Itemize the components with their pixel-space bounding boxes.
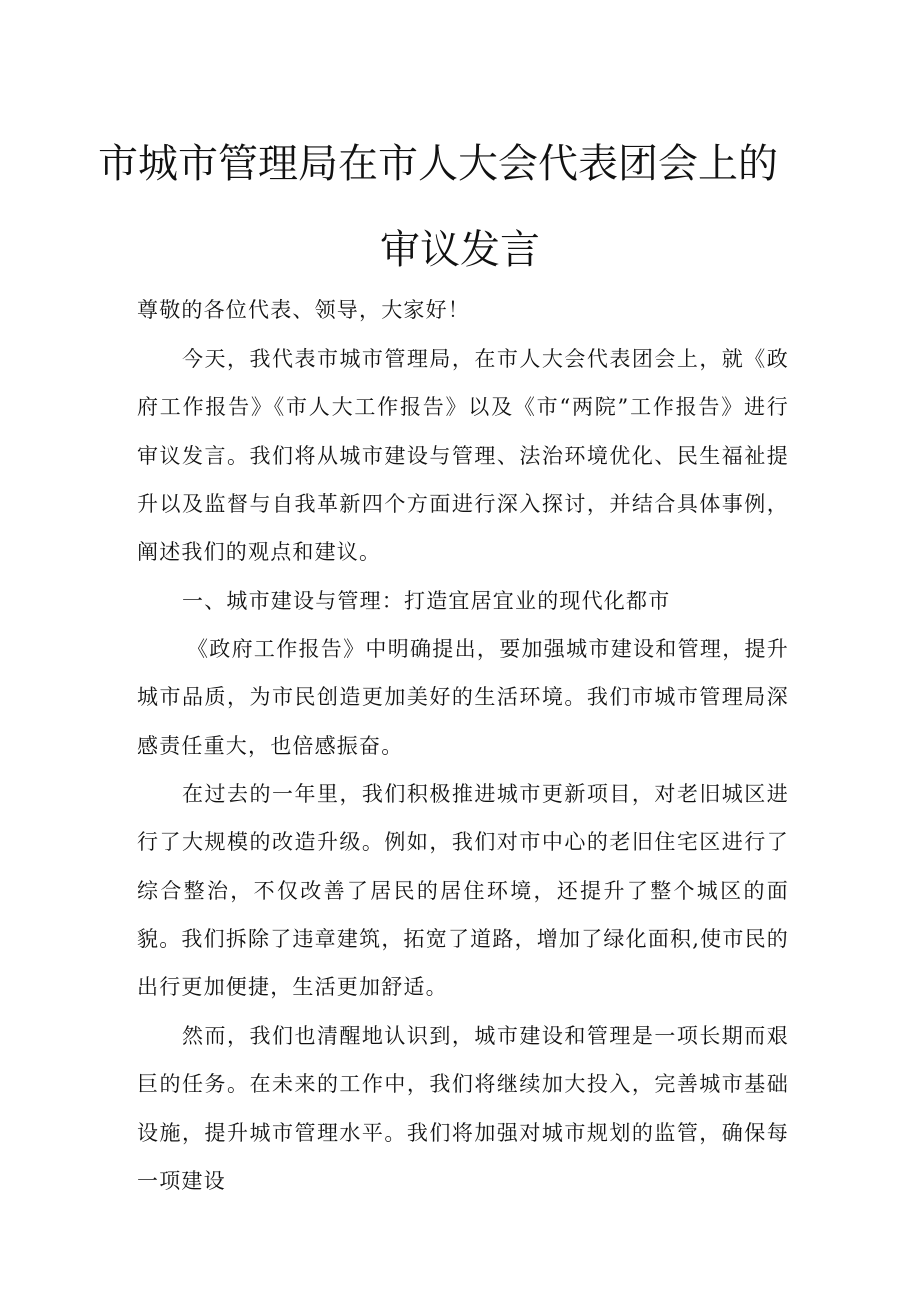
section-heading-1: 一、城市建设与管理：打造宜居宜业的现代化都市	[182, 589, 671, 613]
paragraph-report-quote: 《政府工作报告》中明确提出，要加强城市建设和管理，提升城市品质，为市民创造更加美好的生活环境。我们市城市管理局深感责任重大，也倍感振奋。	[137, 637, 789, 758]
paragraph-future-work: 然而，我们也清醒地认识到，城市建设和管理是一项长期而艰巨的任务。在未来的工作中，我们将继续加大投入，完善城市基础设施，提升城市管理水平。我们将加强对城市规划的监管，确保每一项建设	[137, 1024, 789, 1193]
paragraph-past-year: 在过去的一年里，我们积极推进城市更新项目，对老旧城区进行了大规模的改造升级。例如，我们对市中心的老旧住宅区进行了综合整治，不仅改善了居民的居住环境，还提升了整个城区的面貌。我们拆除了违章建筑，拓宽了道路，增加了绿化面积,使市民的出行更加便捷，生活更加舒适。	[137, 782, 789, 1000]
paragraph-intro: 今天，我代表市城市管理局，在市人大会代表团会上，就《政府工作报告》《市人大工作报告》以及《市“两院”工作报告》进行审议发言。我们将从城市建设与管理、法治环境优化、民生福祉提升以及监督与自我革新四个方面进行深入探讨，并结合具体事例，阐述我们的观点和建议。	[137, 347, 789, 565]
document-title-line-2: 审议发言	[380, 227, 540, 273]
document-title-line-1: 市城市管理局在市人大会代表团会上的	[98, 141, 778, 187]
salutation: 尊敬的各位代表、领导，大家好！	[137, 298, 470, 322]
